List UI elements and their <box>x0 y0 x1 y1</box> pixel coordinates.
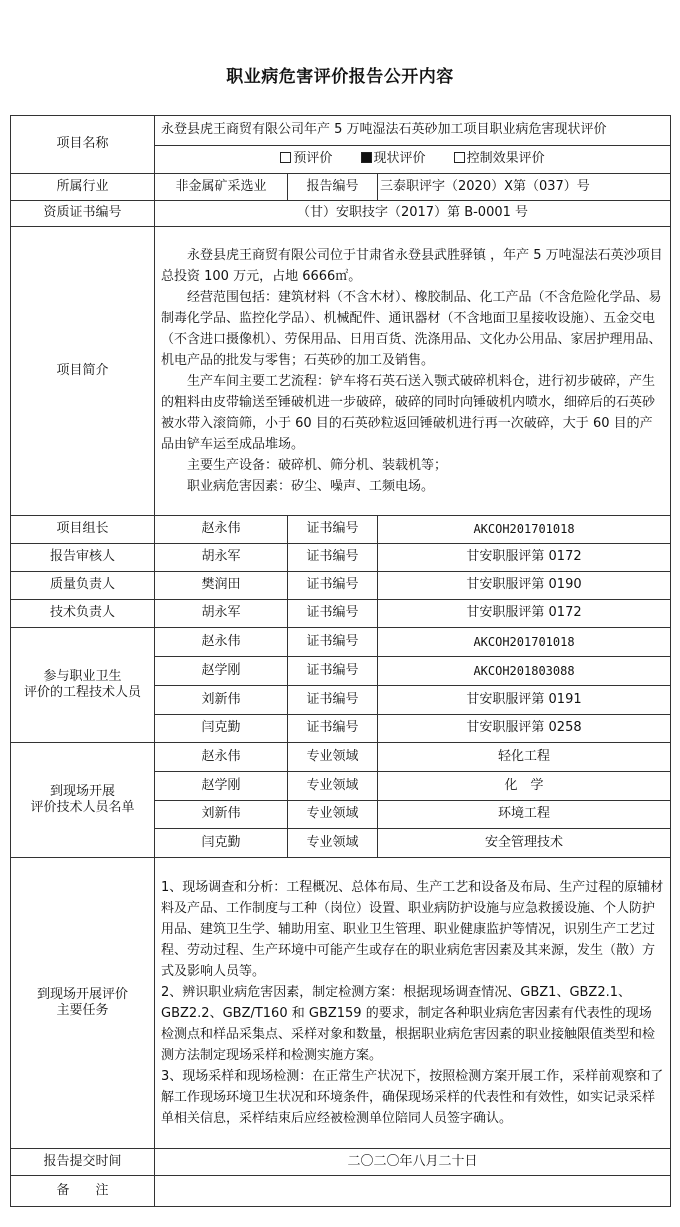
remark-value <box>155 1176 671 1207</box>
evaluation-type-options <box>155 146 671 174</box>
task-item: 3、现场采样和现场检测：在正常生产状况下，按照检测方案开展工作，采样前观察和了解工作现场环境卫生状况和环境条件，确保现场采样的代表性和有效性，如实记录采样单相关信息，采样结束后应经被检测单位陪同人员签字确认。 <box>161 1069 664 1127</box>
staff-cert: 甘安职服评第 0172 <box>378 544 671 572</box>
field-label: 专业领域 <box>288 829 378 858</box>
tasks-label: 到现场开展评价 主要任务 <box>11 858 155 1149</box>
staff-cert-label: 证书编号 <box>288 516 378 544</box>
staff-cert: 甘安职服评第 0172 <box>378 600 671 628</box>
qualification-label: 资质证书编号 <box>11 201 155 227</box>
intro-paragraph: 永登县虎王商贸有限公司位于甘肃省永登县武胜驿镇 ，年产 5 万吨湿法石英沙项目总投资 100 万元，占地 6666㎡。 <box>161 247 663 284</box>
staff-name: 胡永军 <box>155 600 288 628</box>
remark-row <box>11 1176 671 1207</box>
engineer-cert-label: 证书编号 <box>288 628 378 657</box>
field-staff-name: 赵学刚 <box>155 772 288 801</box>
task-item: 2、辨识职业病危害因素，制定检测方案：根据现场调查情况、GBZ1、GBZ2.1、GBZ2.2、GBZ/T160 和 GBZ159 的要求，制定各种职业病危害因素有代表性的现场检测点和样品采集点、采样对象和数量，根据职业病危害因素的职业接触限值类型和检测方法制定现场采样和检测实施方案。 <box>161 984 656 1064</box>
field-label: 专业领域 <box>288 801 378 829</box>
engineer-cert: AKCOH201803088 <box>378 657 671 686</box>
industry-row <box>11 174 671 201</box>
staff-row-reviewer <box>11 544 671 572</box>
remark-label: 备 注 <box>11 1176 155 1207</box>
checkbox-unchecked-icon <box>454 152 465 163</box>
staff-cert-label: 证书编号 <box>288 544 378 572</box>
submit-label: 报告提交时间 <box>11 1149 155 1176</box>
staff-role: 技术负责人 <box>11 600 155 628</box>
staff-row-leader <box>11 516 671 544</box>
project-name-row <box>11 116 671 146</box>
field-staff-name: 闫克勤 <box>155 829 288 858</box>
staff-cert-label: 证书编号 <box>288 572 378 600</box>
intro-content <box>155 227 671 516</box>
checkbox-unchecked-icon <box>280 152 291 163</box>
engineer-name: 赵永伟 <box>155 628 288 657</box>
report-no-value: 三泰职评字（2020）X第（037）号 <box>378 174 671 201</box>
engineer-cert-label: 证书编号 <box>288 715 378 743</box>
intro-paragraph: 职业病危害因素：矽尘、噪声、工频电场。 <box>187 479 435 495</box>
industry-value: 非金属矿采选业 <box>155 174 288 201</box>
field-label: 专业领域 <box>288 772 378 801</box>
staff-name: 赵永伟 <box>155 516 288 544</box>
field-staff-name: 赵永伟 <box>155 743 288 772</box>
engineer-cert: AKCOH201701018 <box>378 628 671 657</box>
field-value: 环境工程 <box>378 801 671 829</box>
task-item: 1、现场调查和分析：工程概况、总体布局、生产工艺和设备及布局、生产过程的原辅材料及产品、工作制度与工种（岗位）设置、职业病防护设施与应急救援设施、个人防护用品、建筑卫生学、辅助用室、职业卫生管理、职业健康监护等情况，识别生产工艺过程、劳动过程、生产环境中可能产生或存在的职业病危害因素及其来源，发生（散）方式及影响人员等。 <box>161 879 664 979</box>
intro-paragraph: 经营范围包括：建筑材料（不含木材）、橡胶制品、化工产品（不含危险化学品、易制毒化学品、监控化学品）、机械配件、通讯器材（不含地面卫星接收设施）、五金交电（不含进口摄像机）、劳保用品、日用百货、洗涤用品、文化办公用品、家居护理用品、机电产品的批发与零售；石英砂的加工及销售。 <box>161 289 662 368</box>
engineer-name: 闫克勤 <box>155 715 288 743</box>
engineer-row <box>11 628 671 657</box>
field-staff-row <box>11 743 671 772</box>
staff-name: 胡永军 <box>155 544 288 572</box>
submit-value: 二〇二〇年八月二十日 <box>155 1149 671 1176</box>
engineer-name: 赵学刚 <box>155 657 288 686</box>
engineer-cert: 甘安职服评第 0191 <box>378 686 671 715</box>
field-label: 专业领域 <box>288 743 378 772</box>
engineer-cert-label: 证书编号 <box>288 686 378 715</box>
staff-name: 樊润田 <box>155 572 288 600</box>
tasks-row <box>11 858 671 1149</box>
option-status-evaluation: 现状评价 <box>361 151 426 167</box>
page-title: 职业病危害评价报告公开内容 <box>226 67 454 87</box>
intro-paragraph: 主要生产设备：破碎机、筛分机、装载机等； <box>187 458 448 474</box>
field-value: 化 学 <box>378 772 671 801</box>
qualification-value: （甘）安职技字（2017）第 B-0001 号 <box>155 201 671 227</box>
option-pre-evaluation: 预评价 <box>280 151 332 167</box>
field-staff-name: 刘新伟 <box>155 801 288 829</box>
engineer-name: 刘新伟 <box>155 686 288 715</box>
intro-paragraph: 生产车间主要工艺流程：铲车将石英石送入颚式破碎机料仓，进行初步破碎，产生的粗料由皮带输送至锤破机进一步破碎，破碎的同时向锤破机内喷水，细碎后的石英砂被水带入滚筒筛，小于 60 目的石英砂粒返回锤破机进行再一次破碎，大于 60 目的产品由铲车运至成品堆场。 <box>161 374 656 453</box>
qualification-row <box>11 201 671 227</box>
field-value: 安全管理技术 <box>378 829 671 858</box>
staff-cert: AKCOH201701018 <box>378 516 671 544</box>
engineer-cert: 甘安职服评第 0258 <box>378 715 671 743</box>
tasks-content <box>155 858 671 1149</box>
intro-row <box>11 227 671 516</box>
report-no-label: 报告编号 <box>288 174 378 201</box>
field-value: 轻化工程 <box>378 743 671 772</box>
disclosure-table <box>10 115 671 1207</box>
staff-row-quality <box>11 572 671 600</box>
staff-role: 报告审核人 <box>11 544 155 572</box>
field-staff-label: 到现场开展 评价技术人员名单 <box>11 743 155 858</box>
staff-role: 质量负责人 <box>11 572 155 600</box>
option-control-evaluation: 控制效果评价 <box>454 151 545 167</box>
project-name-label: 项目名称 <box>11 116 155 174</box>
engineers-label: 参与职业卫生 评价的工程技术人员 <box>11 628 155 743</box>
intro-label: 项目简介 <box>11 227 155 516</box>
project-name-value: 永登县虎王商贸有限公司年产 5 万吨湿法石英砂加工项目职业病危害现状评价 <box>155 116 671 146</box>
industry-label: 所属行业 <box>11 174 155 201</box>
checkbox-checked-icon <box>361 152 372 163</box>
engineer-cert-label: 证书编号 <box>288 657 378 686</box>
staff-cert-label: 证书编号 <box>288 600 378 628</box>
staff-cert: 甘安职服评第 0190 <box>378 572 671 600</box>
submit-row <box>11 1149 671 1176</box>
staff-role: 项目组长 <box>11 516 155 544</box>
staff-row-technical <box>11 600 671 628</box>
